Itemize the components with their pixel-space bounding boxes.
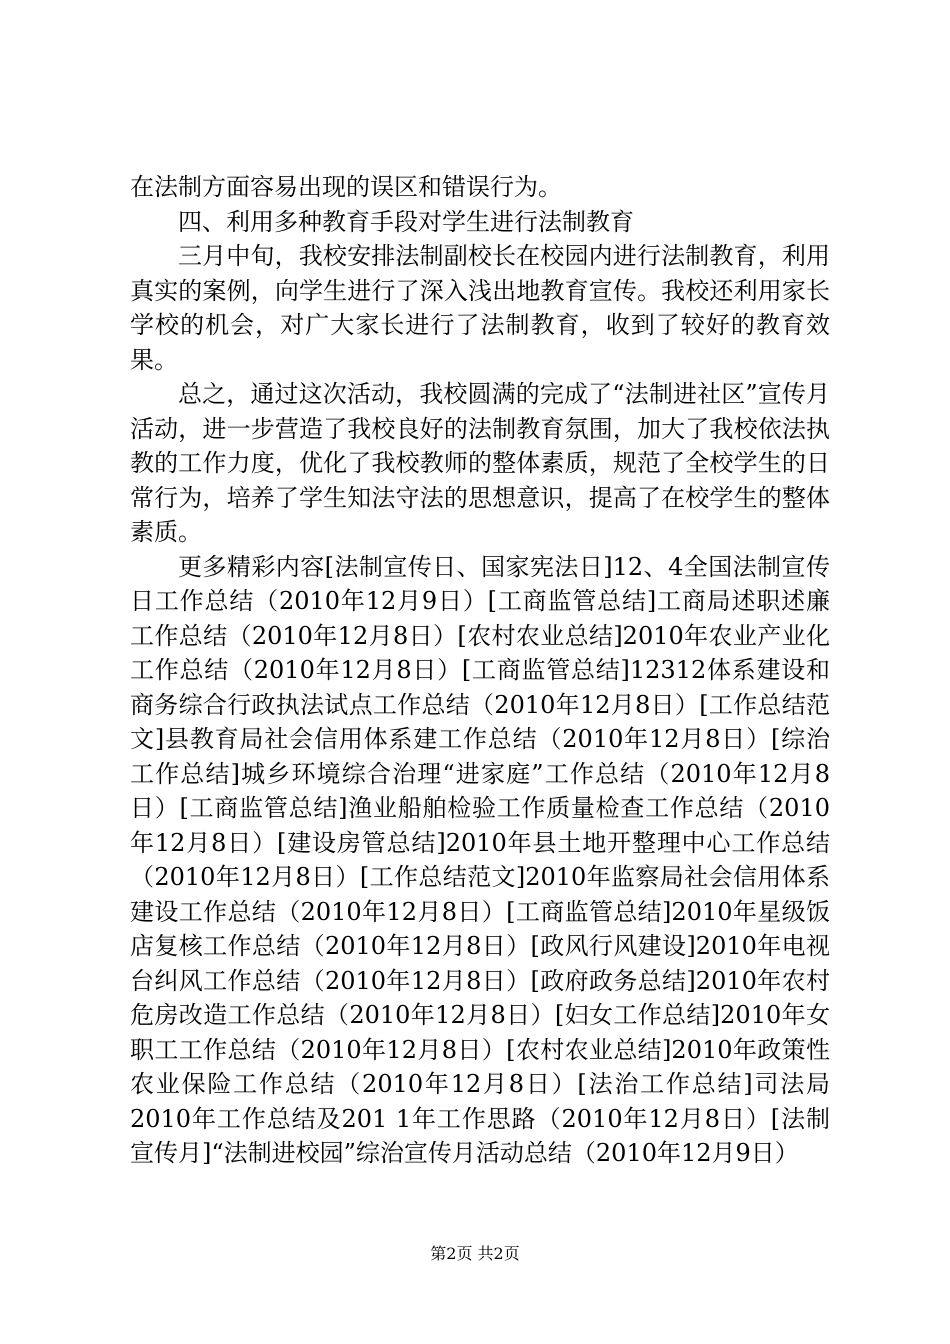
paragraph: 三月中旬，我校安排法制副校长在校园内进行法制教育，利用真实的案例，向学生进行了深入浅出地教育宣传。我校还利用家长学校的机会，对广大家长进行了法制教育，收到了较好的教育效果。: [130, 242, 830, 374]
related-content-paragraph: 更多精彩内容[法制宣传日、国家宪法日]12、4全国法制宣传日工作总结（2010年12月9日）[工商监管总结]工商局述职述廉工作总结（2010年12月8日）[农村农业总结]2010年农业产业化工作总结（2010年12月8日）[工商监管总结]12312体系建设和商务综合行政执法试点工作总结（2010年12月8日）[工作总结范文]县教育局社会信用体系建工作总结（2010年12月8日）[综治工作总结]城乡环境综合治理“进家庭”工作总结（2010年12月8日）[工商监管总结]渔业船舶检验工作质量检查工作总结（2010年12月8日）[建设房管总结]2010年县土地开整理中心工作总结（2010年12月8日）[工作总结范文]2010年监察局社会信用体系建设工作总结（2010年12月8日）[工商监管总结]2010年星级饭店复核工作总结（2010年12月8日）[政风行风建设]2010年电视台纠风工作总结（2010年12月8日）[政府政务总结]2010年农村危房改造工作总结（2010年12月8日）[妇女工作总结]2010年女职工工作总结（2010年12月8日）[农村农业总结]2010年政策性农业保险工作总结（2010年12月8日）[法治工作总结]司法局2010年工作总结及201 1年工作思路（2010年12月8日）[法制宣传月]“法制进校园”综治宣传月活动总结（2010年12月9日）: [130, 552, 830, 1167]
page-footer: 第2页 共2页: [430, 1244, 520, 1263]
document-body: [130, 170, 830, 1171]
section-heading: 四、利用多种教育手段对学生进行法制教育: [178, 207, 634, 236]
paragraph-continuation: 在法制方面容易出现的误区和错误行为。: [130, 173, 562, 201]
paragraph: 总之，通过这次活动，我校圆满的完成了“法制进社区”宣传月活动，进一步营造了我校良好的法制教育氛围，加大了我校依法执教的工作力度，优化了我校教师的整体素质，规范了全校学生的日常行为，培养了学生知法守法的思想意识，提高了在校学生的整体素质。: [130, 380, 830, 546]
